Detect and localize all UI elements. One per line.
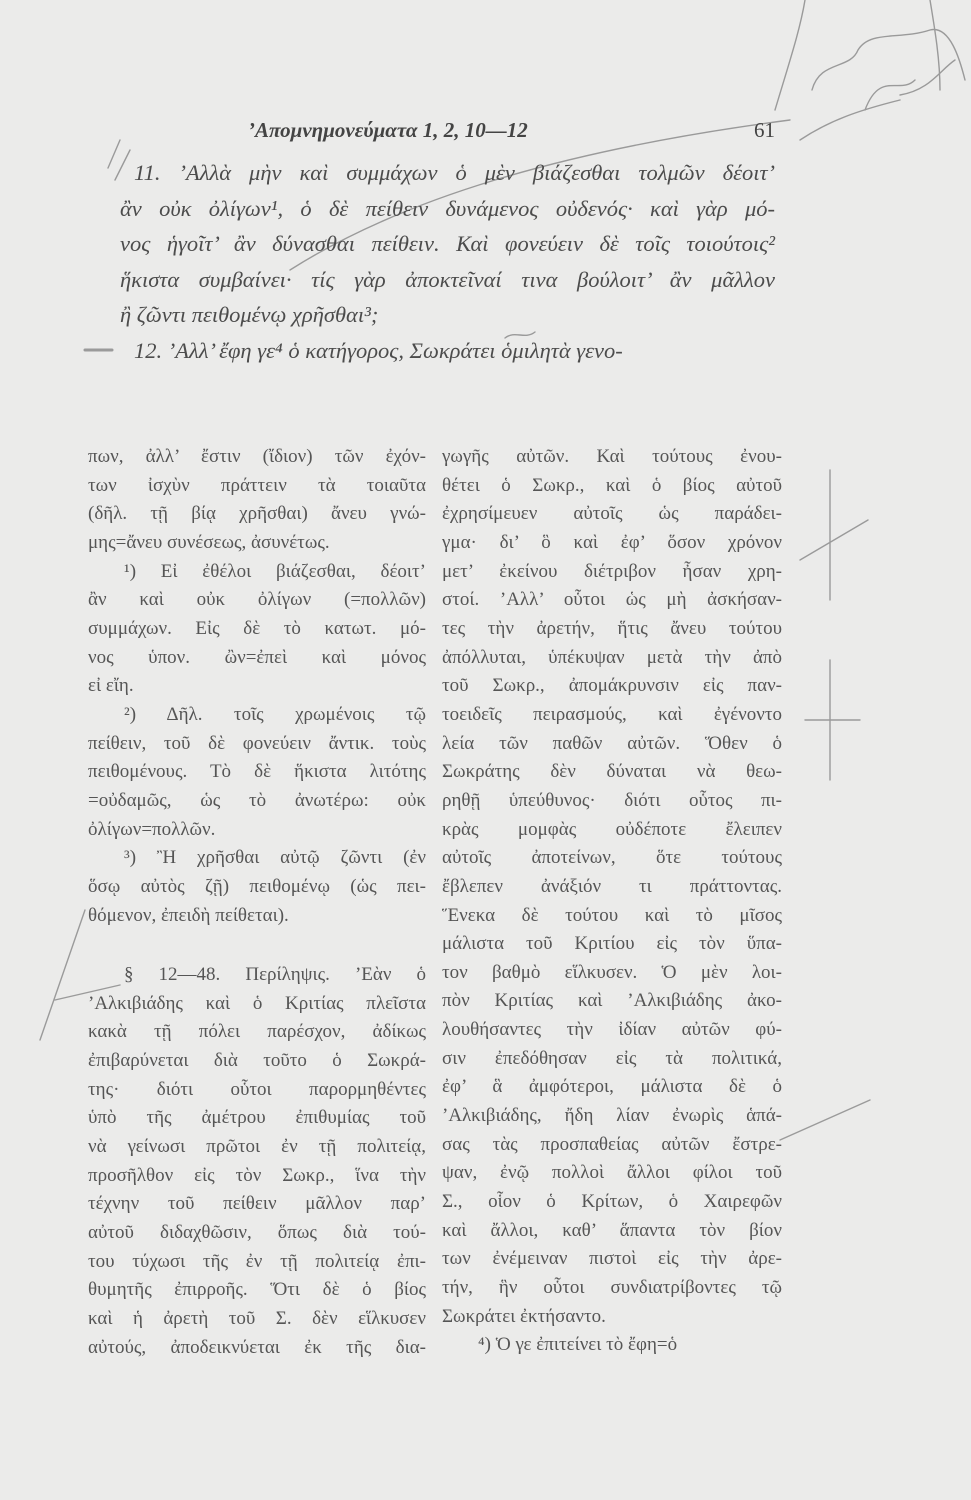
text-line: ⁴) Ὁ γε ἐπιτείνει τὸ ἔφη=ὁ bbox=[478, 1334, 678, 1356]
text-line: τες τὴν ἀρετήν, ἥτις ἄνευ τούτου bbox=[442, 617, 782, 639]
margin-stroke bbox=[930, 0, 940, 90]
text-line: πείθειν, τοῦ δὲ φονεύειν ἄντικ. τοὺς bbox=[88, 732, 426, 754]
text-line: εἰ εἴη. bbox=[88, 675, 134, 697]
paragraph bbox=[88, 443, 426, 558]
text-line: ρηθῇ ὑπεύθυνος· διότι οὗτος πι- bbox=[442, 789, 782, 811]
text-line: πειθομένους. Τὸ δὲ ἥκιστα λιτότης bbox=[88, 761, 426, 783]
text-line: αὐτούς, ἀποδεικνύεται ἐκ τῆς δια- bbox=[88, 1336, 426, 1358]
text-line: Σωκράτης δὲν δύναται νὰ θεω- bbox=[442, 761, 782, 783]
handwritten-note bbox=[775, 0, 965, 140]
paragraph bbox=[88, 961, 426, 1362]
page-header bbox=[120, 118, 775, 148]
text-line: κρὰς μομφὰς οὐδέποτε ἔλειπεν bbox=[442, 818, 782, 840]
text-line: τον βαθμὸ εἵλκυσεν. Ὁ μὲν λοι- bbox=[442, 961, 782, 983]
text-line: νος ἡγοῖτ’ ἂν δύνασθαι πείθειν. Καὶ φονεύειν δὲ τοῖς τοιούτοις² bbox=[120, 231, 775, 256]
text-line: ἂν οὐκ ὀλίγων¹, ὁ δὲ πείθειν δυνάμενος οὐδενός· καὶ γὰρ μό- bbox=[120, 195, 775, 221]
paragraph bbox=[120, 333, 775, 369]
text-line: 11. ’Αλλὰ μὴν καὶ συμμάχων ὁ μὲν βιάζεσθαι τολμῶν δέοιτ’ bbox=[134, 160, 775, 185]
text-line: ἔβλεπεν ἀνάξιόν τι πράττοντας. bbox=[442, 875, 782, 897]
margin-cross bbox=[800, 470, 868, 600]
text-line: ψαν, ἐνῷ πολλοὶ ἄλλοι φίλοι τοῦ bbox=[442, 1162, 782, 1184]
paragraph bbox=[120, 155, 775, 333]
text-line: ἐπιβαρύνεται διὰ τοῦτο ὁ Σωκρά- bbox=[88, 1050, 426, 1072]
text-line: ἂν καὶ οὐκ ὀλίγων (=πολλῶν) bbox=[88, 589, 426, 611]
commentary-right-column bbox=[442, 443, 782, 1360]
text-line: (δῆλ. τῇ βίᾳ χρῆσθαι) ἄνευ γνώ- bbox=[88, 503, 426, 525]
page-number: 61 bbox=[754, 118, 775, 142]
text-line: του τύχωσι τῆς ἐν τῇ πολιτείᾳ ἐπι- bbox=[88, 1250, 426, 1272]
text-line: πὸν Κριτίας καὶ ’Αλκιβιάδης ἀκο- bbox=[442, 990, 782, 1012]
paragraph bbox=[88, 701, 426, 844]
text-line: Σωκράτει ἐκτήσαντο. bbox=[442, 1305, 606, 1327]
text-line: θέτει ὁ Σωκρ., καὶ ὁ βίος αὐτοῦ bbox=[442, 474, 782, 496]
text-line: πων, ἀλλ’ ἔστιν (ἴδιον) τῶν ἐχόν- bbox=[88, 446, 426, 467]
text-line: θόμενον, ἐπειδὴ πείθεται). bbox=[88, 904, 289, 926]
commentary-left-column bbox=[88, 443, 426, 1362]
text-line: τοῦ Σωκρ., ἀπομάκρυνσιν εἰς παν- bbox=[442, 675, 782, 697]
paragraph bbox=[88, 844, 426, 930]
text-line: θυμητῆς ἐπιρροῆς. Ὅτι δὲ ὁ βίος bbox=[88, 1279, 426, 1301]
text-line: ²) Δῆλ. τοῖς χρωμένοις τῷ bbox=[124, 703, 426, 725]
text-line: αὐτοῦ διδαχθῶσιν, ὅπως διὰ τού- bbox=[88, 1222, 426, 1244]
text-line: μης=ἄνευ συνέσεως, ἀσυνέτως. bbox=[88, 531, 330, 553]
text-line: τέχνην τοῦ πείθειν μᾶλλον παρ’ bbox=[88, 1193, 426, 1215]
text-line: Ἕνεκα δὲ τούτου καὶ τὸ μῖσος bbox=[442, 904, 782, 926]
text-line: ὅσῳ αὐτὸς ζῇ) πειθομένῳ (ὡς πει- bbox=[88, 875, 426, 897]
text-line: 12. ’Αλλ’ ἔφη γε⁴ ὁ κατήγορος, Σωκράτει ὁμιλητὰ γενο- bbox=[134, 337, 623, 363]
text-line: νὰ γείνωσι πρῶτοι ἐν τῇ πολιτείᾳ, bbox=[88, 1136, 426, 1158]
text-line: ¹) Εἰ ἐθέλοι βιάζεσθαι, δέοιτ’ bbox=[124, 560, 426, 582]
text-line: της· διότι οὗτοι παρορμηθέντες bbox=[88, 1078, 426, 1100]
text-line: ’Αλκιβιάδης, ἤδη λίαν ἐνωρὶς ἁπά- bbox=[442, 1105, 782, 1127]
text-line: ³) Ἢ χρῆσθαι αὐτῷ ζῶντι (ἐν bbox=[124, 847, 426, 869]
running-title: ’Απομνημονεύματα 1, 2, 10—12 bbox=[248, 118, 528, 142]
text-line: αὐτοῖς ἀποτείνων, ὅτε τούτους bbox=[442, 847, 782, 869]
text-line: γμα· δι’ ὃ καὶ ἐφ’ ὅσον χρόνον bbox=[442, 531, 782, 553]
text-line: καὶ ἡ ἀρετὴ τοῦ Σ. δὲν εἵλκυσεν bbox=[88, 1308, 426, 1330]
text-line: προσῆλθον εἰς τὸν Σωκρ., ἵνα τὴν bbox=[88, 1164, 426, 1186]
main-text bbox=[120, 155, 775, 368]
margin-cross bbox=[805, 660, 860, 780]
text-line: λουθήσαντες τὴν ἰδίαν αὐτῶν φύ- bbox=[442, 1019, 782, 1041]
text-line: Σ., οἷον ὁ Κρίτων, ὁ Χαιρεφῶν bbox=[442, 1191, 782, 1213]
text-line: ’Αλκιβιάδης καὶ ὁ Κριτίας πλεῖστα bbox=[88, 992, 426, 1014]
text-line: ἢ ζῶντι πειθομένῳ χρῆσθαι³; bbox=[120, 302, 379, 327]
text-line: των ἰσχὺν πράττειν τὰ τοιαῦτα bbox=[88, 474, 426, 496]
margin-cross bbox=[780, 1100, 870, 1140]
text-line: λεία τῶν παθῶν αὐτῶν. Ὅθεν ὁ bbox=[442, 732, 782, 754]
text-line: μάλιστα τοῦ Κριτίου εἰς τὸν ὕπα- bbox=[442, 933, 782, 955]
paragraph bbox=[442, 443, 782, 1331]
text-line: τοειδεῖς πειρασμούς, καὶ ἐγένοντο bbox=[442, 703, 782, 725]
text-line: σιν ἐπεδόθησαν εἰς τὰ πολιτικά, bbox=[442, 1047, 782, 1069]
text-line: ὀλίγων=πολλῶν. bbox=[88, 818, 216, 840]
text-line: σας τὰς προσπαθείας αὐτῶν ἔστρε- bbox=[442, 1133, 782, 1155]
text-line: νος ὑπον. ὢν=ἐπεὶ καὶ μόνος bbox=[88, 646, 426, 668]
text-line: ἐχρησίμευεν αὐτοῖς ὡς παράδει- bbox=[442, 503, 782, 525]
text-line: καὶ ἄλλοι, καθ’ ἅπαντα τὸν βίον bbox=[442, 1219, 782, 1241]
text-line: κακὰ τῇ πόλει παρέσχον, ἀδίκως bbox=[88, 1021, 426, 1043]
paragraph bbox=[88, 558, 426, 701]
text-line: των ἐνέμειναν πιστοὶ εἰς τὴν ἀρε- bbox=[442, 1248, 782, 1270]
text-line: ἐφ’ ἃ ἀμφότεροι, μάλιστα δὲ ὁ bbox=[442, 1076, 782, 1098]
text-line: § 12—48. Περίληψις. ’Εὰν ὁ bbox=[124, 964, 426, 986]
text-line: στοί. ’Αλλ’ οὗτοι ὡς μὴ ἀσκήσαν- bbox=[442, 589, 782, 611]
paragraph bbox=[442, 1331, 782, 1360]
text-line: τήν, ἣν οὗτοι συνδιατρίβοντες τῷ bbox=[442, 1277, 782, 1299]
text-line: ἥκιστα συμβαίνει· τίς γὰρ ἀποκτεῖναί τινα βούλοιτ’ ἂν μᾶλλον bbox=[120, 266, 775, 292]
text-line: συμμάχων. Εἰς δὲ τὸ κατωτ. μό- bbox=[88, 617, 426, 639]
paragraph-gap bbox=[88, 930, 426, 961]
text-line: =οὐδαμῶς, ὡς τὸ ἀνωτέρω: οὐκ bbox=[88, 789, 426, 811]
text-line: μετ’ ἐκείνου διέτριβον ἦσαν χρη- bbox=[442, 560, 782, 582]
text-line: ὑπὸ τῆς ἀμέτρου ἐπιθυμίας τοῦ bbox=[88, 1107, 426, 1129]
text-line: ἀπόλλυται, ὑπέκυψαν μετὰ τὴν ἀπὸ bbox=[442, 646, 782, 668]
text-line: γωγῆς αὐτῶν. Καὶ τούτους ἐνου- bbox=[442, 446, 782, 467]
